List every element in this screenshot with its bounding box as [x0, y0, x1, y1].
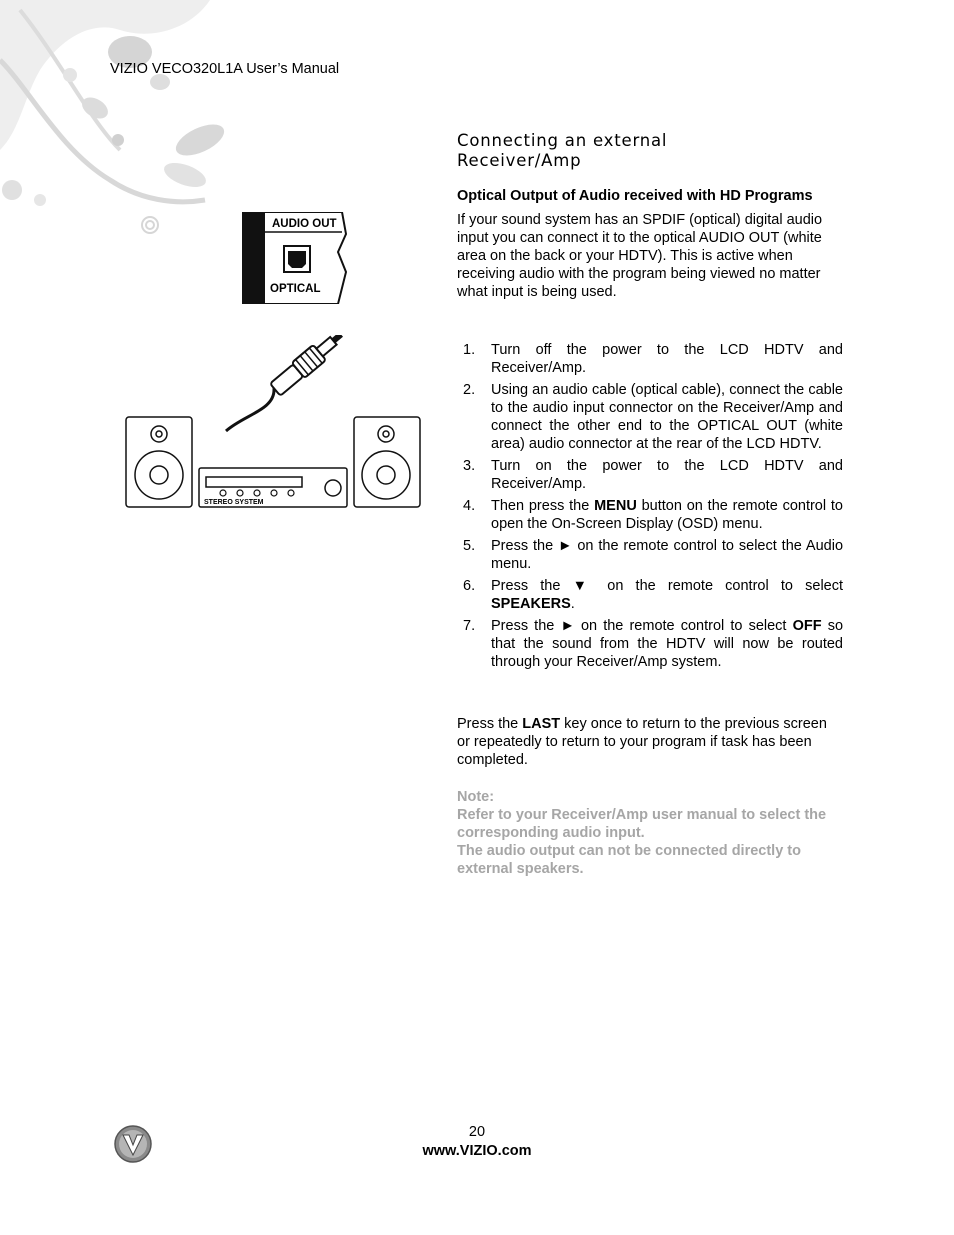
step-text: on the remote control to select the Audio menu. — [491, 538, 844, 572]
step-number: 3. — [463, 458, 476, 474]
step-text: Press the — [491, 578, 573, 594]
return-instructions — [457, 715, 842, 769]
step-number: 1. — [463, 342, 476, 358]
step-number: 5. — [463, 538, 476, 554]
list-item — [457, 497, 843, 533]
off-option: OFF — [792, 618, 822, 634]
list-item — [457, 617, 843, 671]
note-line: The audio output can not be connected directly to external speakers. — [457, 843, 801, 877]
optical-port-figure — [242, 212, 348, 304]
step-text: Turn off the power to the LCD HDTV and Receiver/Amp. — [491, 342, 843, 376]
step-text: . — [570, 596, 575, 612]
note-line: Refer to your Receiver/Amp user manual to select the corresponding audio input. — [457, 807, 827, 841]
port-label-top: AUDIO OUT — [272, 218, 337, 230]
page-number: 20 — [468, 1124, 486, 1140]
return-text: key once to return to the previous screen or repeatedly to return to your program if task has been completed. — [457, 716, 827, 768]
website-link[interactable]: www.VIZIO.com — [422, 1143, 532, 1159]
list-item — [457, 381, 843, 453]
step-text: Press the — [491, 618, 561, 634]
step-text: Using an audio cable (optical cable), connect the cable to the audio input connector on the Receiver/Amp and connect the other end to the OPTICAL OUT (white area) audio connector at the rear of the LCD HDTV. — [491, 382, 843, 452]
port-label-bottom: OPTICAL — [270, 283, 321, 295]
section-title — [457, 131, 787, 171]
return-text: Press the — [457, 716, 523, 732]
stereo-system-figure — [124, 335, 422, 511]
floral-decoration — [0, 0, 240, 260]
list-item — [457, 577, 843, 613]
list-item — [457, 341, 843, 377]
subheading: Optical Output of Audio received with HD Programs — [457, 188, 813, 204]
step-text: so that the sound from the HDTV will now be routed through your Receiver/Amp system. — [491, 618, 844, 670]
step-text: button on the remote control to open the On-Screen Display (OSD) menu. — [491, 498, 843, 532]
step-text: Then press the — [491, 498, 595, 514]
note-title: Note: — [457, 789, 495, 805]
step-number: 4. — [463, 498, 476, 514]
list-item — [457, 537, 843, 573]
menu-key: MENU — [594, 498, 637, 514]
list-item — [457, 457, 843, 493]
stereo-system-label: STEREO SYSTEM — [204, 499, 264, 506]
section-title-line2: Receiver/Amp — [457, 151, 582, 170]
right-arrow-icon: ► — [560, 618, 575, 634]
step-text: Turn on the power to the LCD HDTV and Receiver/Amp. — [491, 458, 843, 492]
step-number: 7. — [463, 618, 476, 634]
step-number: 6. — [463, 578, 476, 594]
last-key: LAST — [522, 716, 561, 732]
document-header-title: VIZIO VECO320L1A User’s Manual — [110, 61, 340, 77]
down-arrow-icon: ▼ — [572, 578, 596, 594]
intro-paragraph: If your sound system has an SPDIF (optical) digital audio input you can connect it to the optical AUDIO OUT (white area on the back or your HDTV). This is active when receiving audio with the program being viewed no matter what input is being used. — [457, 212, 823, 300]
step-text: Press the — [491, 538, 559, 554]
step-text: on the remote control to select — [574, 618, 793, 634]
section-title-line1: Connecting an external — [457, 131, 668, 150]
note-block — [457, 788, 842, 878]
steps-list — [457, 341, 843, 675]
right-arrow-icon: ► — [558, 538, 573, 554]
step-text: on the remote control to select — [595, 578, 844, 594]
speakers-option: SPEAKERS — [491, 596, 571, 612]
step-number: 2. — [463, 382, 476, 398]
